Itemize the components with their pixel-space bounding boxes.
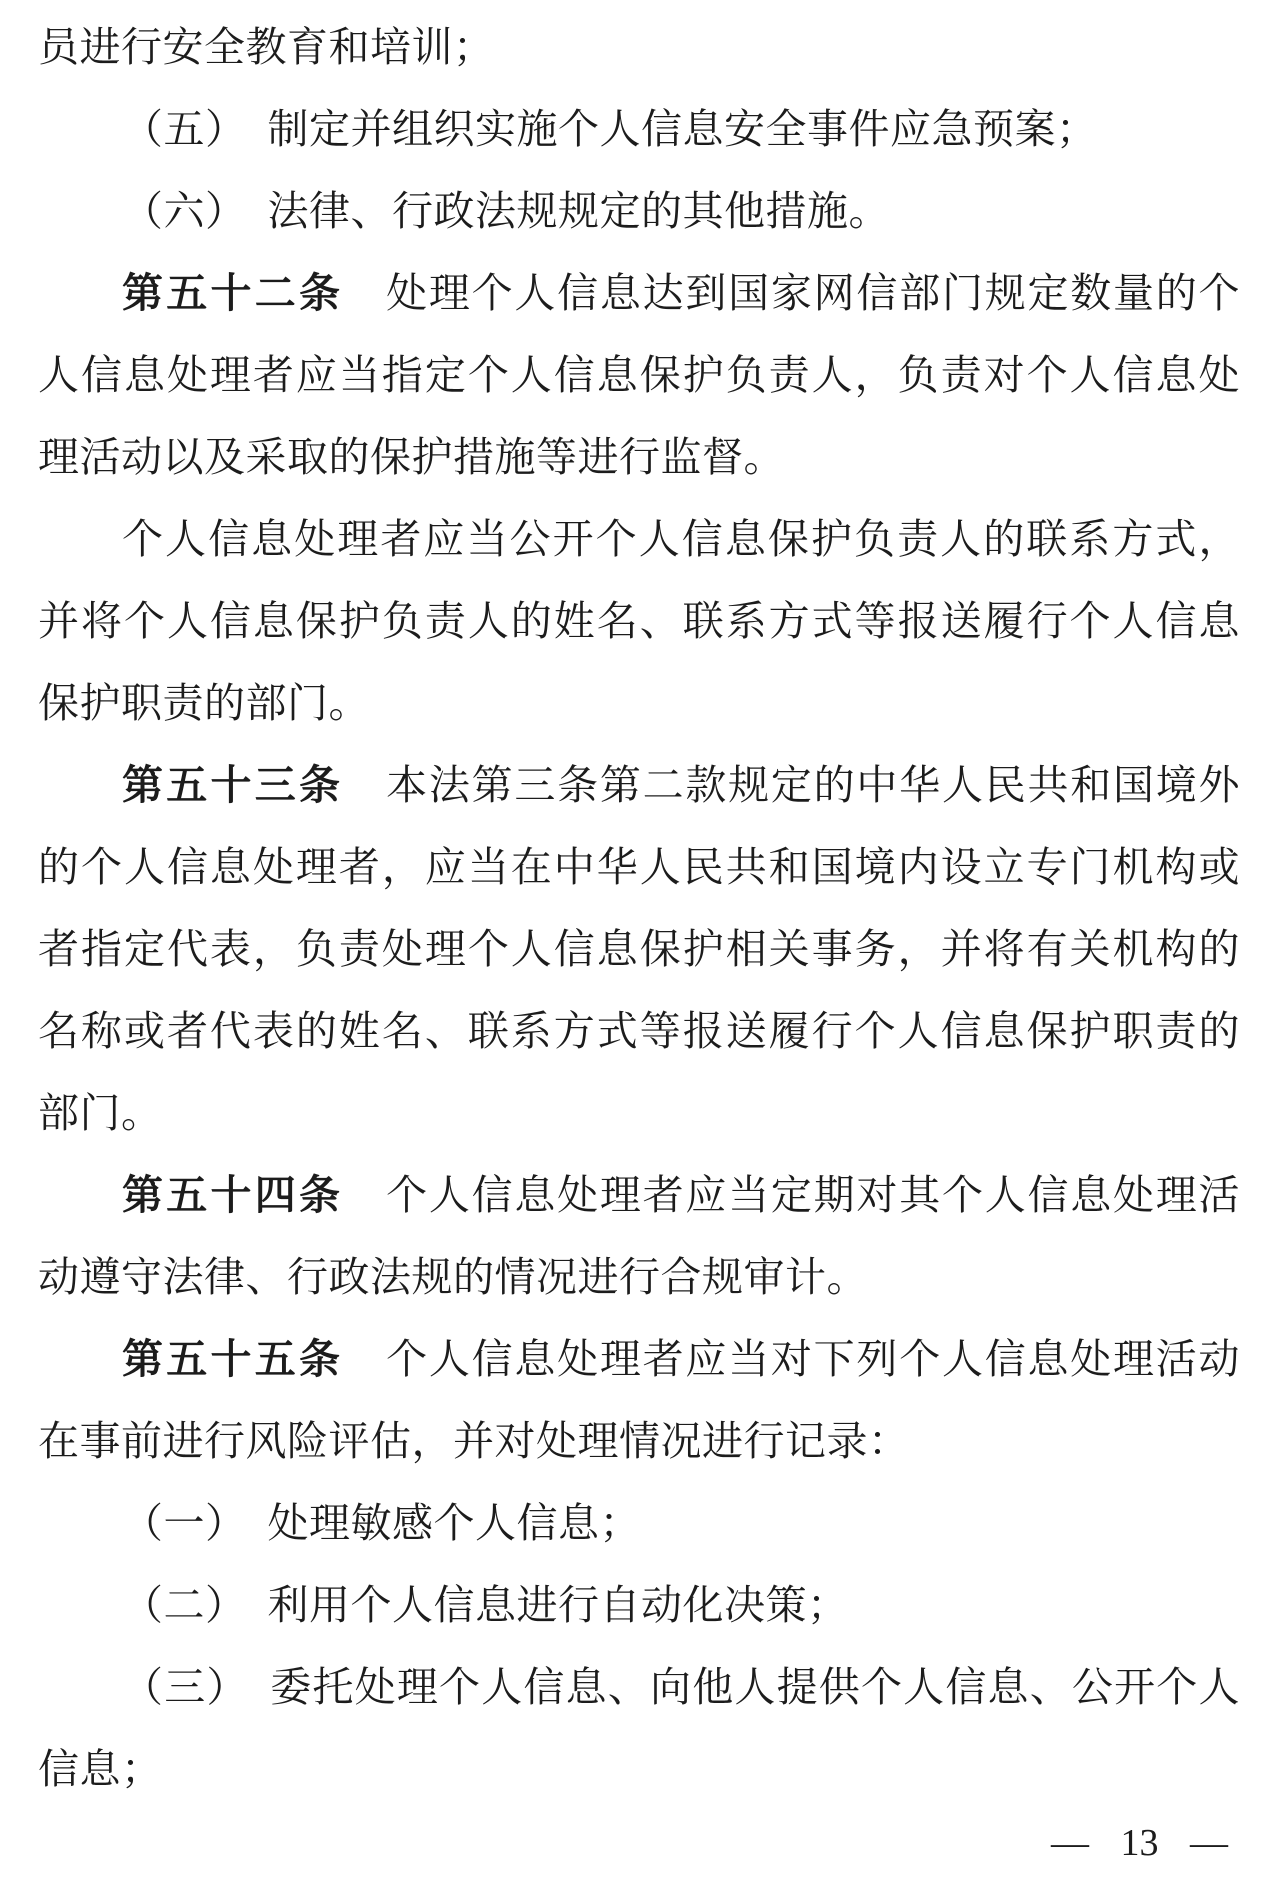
list-item-line — [38, 88, 1240, 170]
line-text: （一） 处理敏感个人信息； — [122, 1500, 641, 1546]
line-text: 动遵守法律、行政法规的情况进行合规审计。 — [38, 1254, 868, 1300]
text-line — [38, 1236, 1240, 1318]
text-line — [38, 1728, 1240, 1810]
line-text: 员进行安全教育和培训； — [38, 24, 495, 70]
line-text: （五） 制定并组织实施个人信息安全事件应急预案； — [122, 106, 1098, 152]
text-line — [38, 334, 1240, 416]
text-line — [38, 6, 1240, 88]
text-line — [38, 662, 1240, 744]
text-line — [38, 908, 1240, 990]
line-text: （二） 利用个人信息进行自动化决策； — [122, 1582, 849, 1628]
line-text: （六） 法律、行政法规规定的其他措施。 — [122, 188, 890, 234]
line-text: 者指定代表，负责处理个人信息保护相关事务，并将有关机构的 — [38, 926, 1240, 972]
line-text: 信息； — [38, 1746, 163, 1792]
article-number: 第五十五条 — [122, 1336, 344, 1382]
line-text: 保护职责的部门。 — [38, 680, 370, 726]
text-line — [38, 498, 1240, 580]
article-54-heading-line — [38, 1154, 1240, 1236]
line-text: 名称或者代表的姓名、联系方式等报送履行个人信息保护职责的 — [38, 1008, 1240, 1054]
line-text: 本法第三条第二款规定的中华人民共和国境外 — [343, 762, 1241, 808]
list-item-line — [38, 170, 1240, 252]
list-item-line — [38, 1564, 1240, 1646]
article-53-heading-line — [38, 744, 1240, 826]
line-text: 并将个人信息保护负责人的姓名、联系方式等报送履行个人信息 — [38, 598, 1240, 644]
line-text: 人信息处理者应当指定个人信息保护负责人，负责对个人信息处 — [38, 352, 1240, 398]
line-text: 个人信息处理者应当对下列个人信息处理活动 — [343, 1336, 1241, 1382]
text-line — [38, 580, 1240, 662]
article-number: 第五十三条 — [122, 762, 344, 808]
article-number: 第五十四条 — [122, 1172, 344, 1218]
text-line — [38, 1400, 1240, 1482]
line-text: 的个人信息处理者，应当在中华人民共和国境内设立专门机构或 — [38, 844, 1240, 890]
article-number: 第五十二条 — [122, 270, 344, 316]
line-text: 处理个人信息达到国家网信部门规定数量的个 — [343, 270, 1241, 316]
list-item-line — [38, 1646, 1240, 1728]
line-text: 理活动以及采取的保护措施等进行监督。 — [38, 434, 785, 480]
line-text: 个人信息处理者应当定期对其个人信息处理活 — [343, 1172, 1241, 1218]
line-text: （三） 委托处理个人信息、向他人提供个人信息、公开个人 — [122, 1664, 1240, 1710]
text-line — [38, 1072, 1240, 1154]
text-line — [38, 826, 1240, 908]
line-text: 部门。 — [38, 1090, 163, 1136]
list-item-line — [38, 1482, 1240, 1564]
text-line — [38, 990, 1240, 1072]
article-55-heading-line — [38, 1318, 1240, 1400]
article-52-heading-line — [38, 252, 1240, 334]
text-line — [38, 416, 1240, 498]
page-number: — 13 — — [1051, 1822, 1228, 1864]
line-text: 在事前进行风险评估，并对处理情况进行记录： — [38, 1418, 910, 1464]
line-text: 个人信息处理者应当公开个人信息保护负责人的联系方式， — [122, 516, 1240, 562]
document-text-block — [38, 6, 1240, 1810]
